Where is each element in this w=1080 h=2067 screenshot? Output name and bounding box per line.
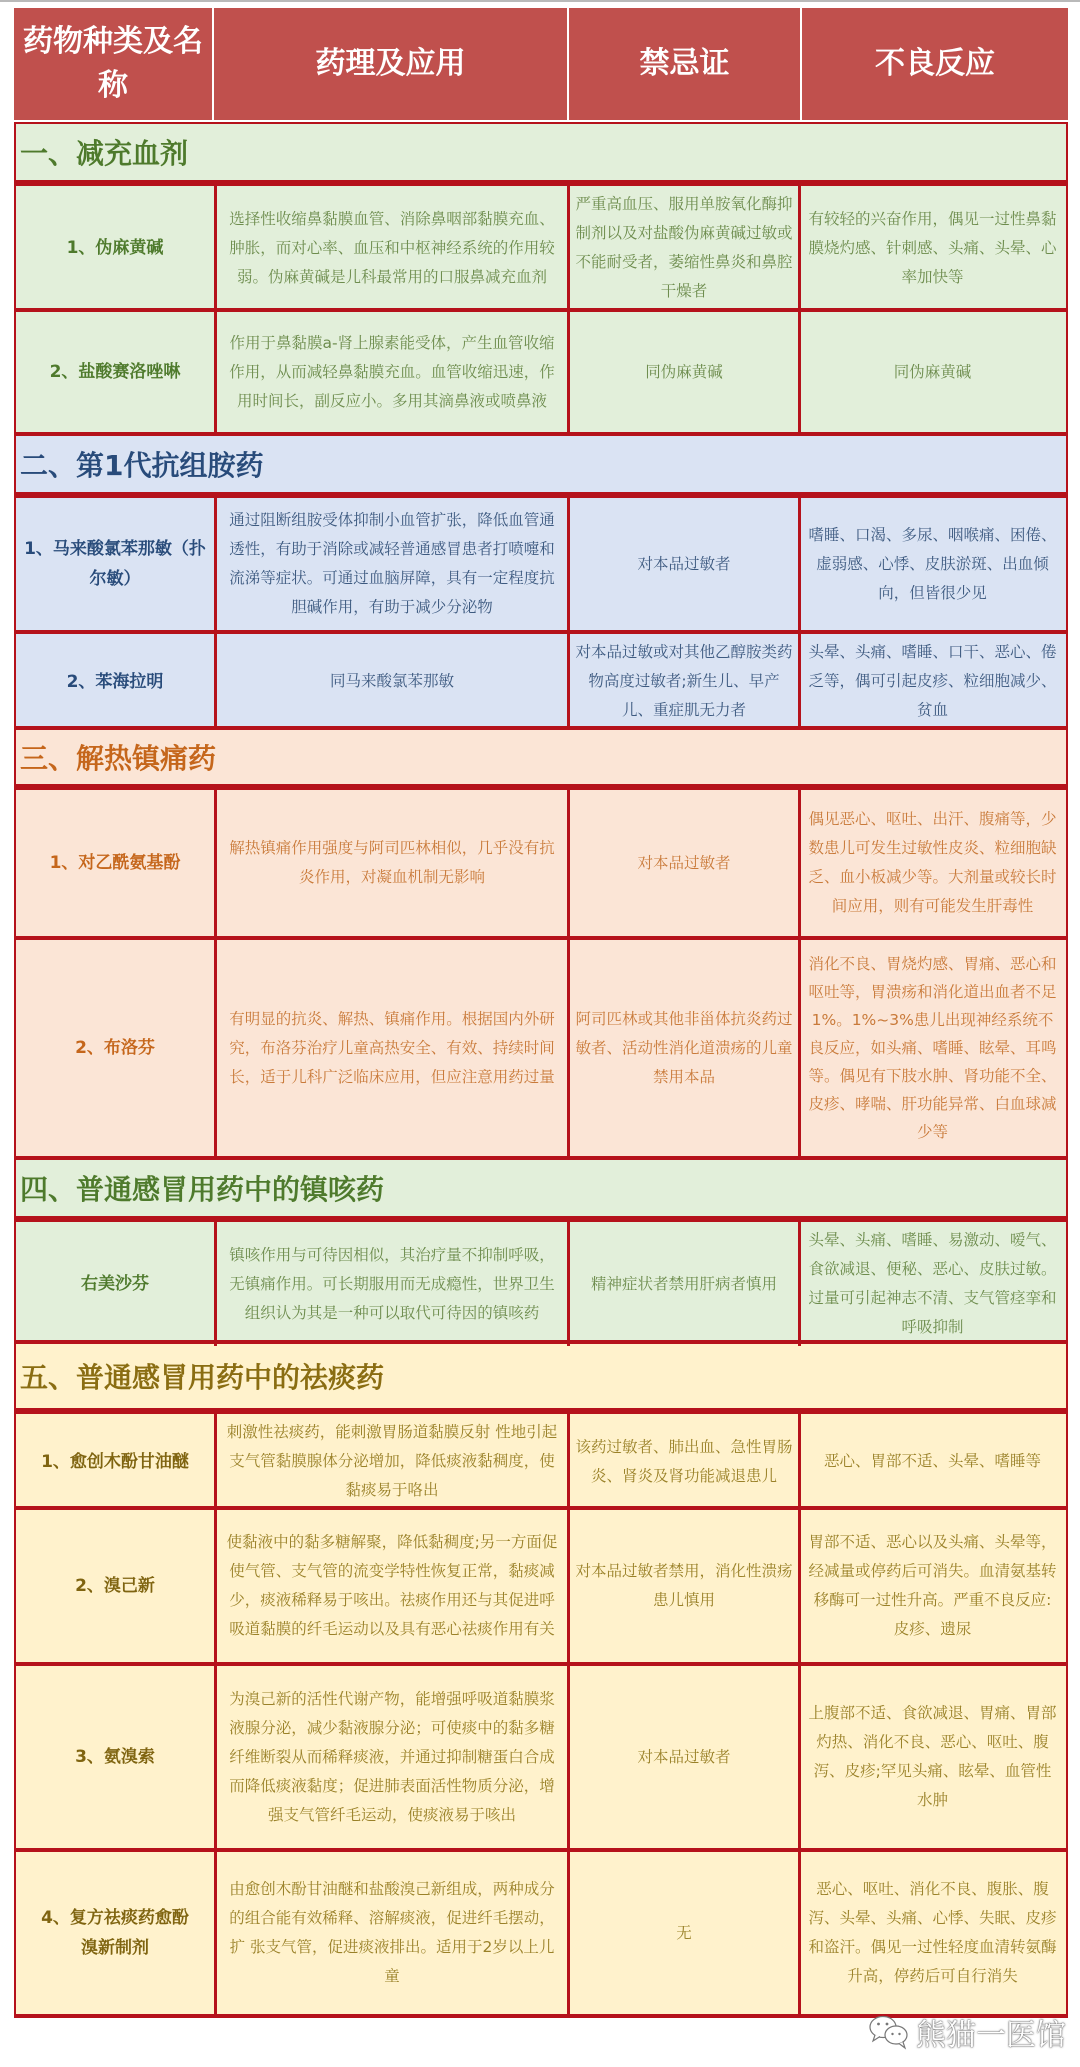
contraindications-cell: 严重高血压、服用单胺氧化酶抑制剂以及对盐酸伪麻黄碱过敏或不能耐受者，萎缩性鼻炎和鼻腔干燥者 xyxy=(567,186,798,310)
pharmacology-cell: 为溴己新的活性代谢产物，能增强呼吸道黏膜浆液腺分泌，减少黏液腺分泌；可使痰中的黏多糖 纤维断裂从而稀释痰液，并通过抑制糖蛋白合成 而降低痰液黏度；促进肺表面活性物质分泌，增 强支气管纤毛运动，使痰液易于咳出 xyxy=(214,1666,567,1848)
adverse-reactions-cell: 同伪麻黄碱 xyxy=(798,312,1064,432)
watermark xyxy=(868,2010,1066,2054)
adverse-reactions-cell: 嗜睡、口渴、多尿、咽喉痛、困倦、虚弱感、心悸、皮肤淤斑、出血倾向，但皆很少见 xyxy=(798,498,1064,630)
adverse-reactions-cell: 恶心、胃部不适、头晕、嗜睡等 xyxy=(798,1414,1064,1509)
table-row xyxy=(14,494,1068,634)
table-row xyxy=(14,634,1068,730)
drug-name: 1、愈创木酚甘油醚 xyxy=(41,1451,189,1472)
drug-name: 1、马来酸氯苯那敏（扑尔敏） xyxy=(24,539,206,589)
drug-name: 4、复方祛痰药愈酚溴新制剂 xyxy=(41,1908,189,1958)
adverse-reactions-cell: 胃部不适、恶心以及头痛、头晕等，经减量或停药后可消失。血清氨基转移酶可一过性升高。严重不良反应:皮疹、遗尿 xyxy=(798,1510,1064,1662)
contraindications-cell: 对本品过敏者禁用，消化性溃疡患儿慎用 xyxy=(567,1510,798,1662)
adverse-reactions-cell: 偶见恶心、呕吐、出汗、腹痛等，少数患儿可发生过敏性皮炎、粒细胞缺乏、血小板减少等。大剂量或较长时间应用，则有可能发生肝毒性 xyxy=(798,790,1064,936)
section-heading-antitussives: 四、普通感冒用药中的镇咳药 xyxy=(14,1160,1068,1218)
header-drug-name: 药物种类及名称 xyxy=(14,8,212,120)
pharmacology-cell: 同马来酸氯苯那敏 xyxy=(214,634,567,729)
header-adverse-reactions: 不良反应 xyxy=(802,8,1068,120)
wechat-icon xyxy=(868,2014,910,2050)
section-heading-expectorants: 五、普通感冒用药中的祛痰药 xyxy=(14,1344,1068,1410)
adverse-reactions-cell: 上腹部不适、食欲减退、胃痛、胃部灼热、消化不良、恶心、呕吐、腹泻、皮疹;罕见头痛、眩晕、血管性水肿 xyxy=(798,1666,1064,1848)
section-heading-antihistamines: 二、第1代抗组胺药 xyxy=(14,436,1068,494)
adverse-reactions-cell: 消化不良、胃烧灼感、胃痛、恶心和呕吐等，胃溃疡和消化道出血者不足1%。1%~3%患儿出现神经系统不良反应，如头痛、嗜睡、眩晕、耳鸣等。偶见有下肢水肿、肾功能不全、皮疹、哮喘、肝功能异常、白血球减少等 xyxy=(798,940,1064,1156)
adverse-reactions-cell: 有较轻的兴奋作用，偶见一过性鼻黏膜烧灼感、针刺感、头痛、头晕、心率加快等 xyxy=(798,186,1064,310)
adverse-reactions-cell: 恶心、呕吐、消化不良、腹胀、腹泻、头晕、头痛、心悸、失眠、皮疹和盗汗。偶见一过性轻度血清转氨酶升高，停药后可自行消失 xyxy=(798,1852,1064,2014)
adverse-reactions-cell: 头晕、头痛、嗜睡、口干、恶心、倦乏等，偶可引起皮疹、粒细胞减少、贫血 xyxy=(798,634,1064,729)
contraindications-cell: 对本品过敏者 xyxy=(567,1666,798,1848)
pharmacology-cell: 镇咳作用与可待因相似，其治疗量不抑制呼吸，无镇痛作用。可长期服用而无成瘾性，世界卫生组织认为其是一种可以取代可待因的镇咳药 xyxy=(214,1222,567,1346)
contraindications-cell: 对本品过敏者 xyxy=(567,498,798,630)
pharmacology-cell: 选择性收缩鼻黏膜血管、消除鼻咽部黏膜充血、肿胀，而对心率、血压和中枢神经系统的作用较弱。伪麻黄碱是儿科最常用的口服鼻减充血剂 xyxy=(214,186,567,310)
table-row xyxy=(14,182,1068,312)
drug-name: 右美沙芬 xyxy=(81,1274,149,1294)
drug-name: 1、对乙酰氨基酚 xyxy=(49,853,181,873)
contraindications-cell: 无 xyxy=(567,1852,798,2014)
contraindications-cell: 对本品过敏者 xyxy=(567,790,798,936)
drug-table xyxy=(14,8,1068,2018)
header-contraindications: 禁忌证 xyxy=(569,8,800,120)
table-row xyxy=(14,1510,1068,1666)
table-row xyxy=(14,1666,1068,1852)
contraindications-cell: 同伪麻黄碱 xyxy=(567,312,798,432)
pharmacology-cell: 解热镇痛作用强度与阿司匹林相似，几乎没有抗炎作用，对凝血机制无影响 xyxy=(214,790,567,936)
pharmacology-cell: 作用于鼻黏膜a-肾上腺素能受体，产生血管收缩作用，从而减轻鼻黏膜充血。血管收缩迅速，作用时间长，副反应小。多用其滴鼻液或喷鼻液 xyxy=(214,312,567,432)
table-row xyxy=(14,940,1068,1160)
contraindications-cell: 该药过敏者、肺出血、急性胃肠炎、肾炎及肾功能减退患儿 xyxy=(567,1414,798,1509)
drug-name: 1、伪麻黄碱 xyxy=(66,238,164,258)
contraindications-cell: 阿司匹林或其他非甾体抗炎药过敏者、活动性消化道溃疡的儿童禁用本品 xyxy=(567,940,798,1156)
pharmacology-cell: 由愈创木酚甘油醚和盐酸溴己新组成，两种成分的组合能有效稀释、溶解痰液，促进纤毛摆动，扩 张支气管，促进痰液排出。适用于2岁以上儿童 xyxy=(214,1852,567,2014)
drug-name: 2、溴己新 xyxy=(75,1576,155,1596)
header-pharmacology: 药理及应用 xyxy=(214,8,567,120)
contraindications-cell: 对本品过敏或对其他乙醇胺类药物高度过敏者;新生儿、早产儿、重症肌无力者 xyxy=(567,634,798,729)
drug-name: 3、氨溴索 xyxy=(75,1747,155,1767)
pharmacology-cell: 刺激性祛痰药，能刺激胃肠道黏膜反射 性地引起支气管黏膜腺体分泌增加，降低痰液黏稠度，使黏痰易于咯出 xyxy=(214,1414,567,1509)
table-row xyxy=(14,1410,1068,1510)
section-heading-decongestants: 一、减充血剂 xyxy=(14,122,1068,182)
table-row xyxy=(14,1218,1068,1344)
pharmacology-cell: 通过阻断组胺受体抑制小血管扩张，降低血管通透性，有助于消除或减轻普通感冒患者打喷嚏和流涕等症状。可通过血脑屏障，具有一定程度抗胆碱作用，有助于减少分泌物 xyxy=(214,498,567,630)
table-row xyxy=(14,786,1068,940)
pharmacology-cell: 有明显的抗炎、解热、镇痛作用。根据国内外研究，布洛芬治疗儿童高热安全、有效、持续时间长，适于儿科广泛临床应用，但应注意用药过量 xyxy=(214,940,567,1156)
contraindications-cell: 精神症状者禁用肝病者慎用 xyxy=(567,1222,798,1346)
adverse-reactions-cell: 头晕、头痛、嗜睡、易激动、嗳气、食欲减退、便秘、恶心、皮肤过敏。过量可引起神志不清、支气管痉挛和呼吸抑制 xyxy=(798,1222,1064,1346)
top-divider xyxy=(0,0,1080,2)
drug-name: 2、苯海拉明 xyxy=(66,671,164,692)
drug-name: 2、盐酸赛洛唑啉 xyxy=(49,362,181,382)
watermark-text: 熊猫一医馆 xyxy=(916,2018,1066,2053)
table-row xyxy=(14,312,1068,436)
table-row xyxy=(14,1852,1068,2018)
pharmacology-cell: 使黏液中的黏多糖解聚，降低黏稠度;另一方面促使气管、支气管的流变学特性恢复正常，黏痰减 少，痰液稀释易于咳出。祛痰作用还与其促进呼 吸道黏膜的纤毛运动以及具有恶心祛痰作用有关 xyxy=(214,1510,567,1662)
table-header xyxy=(14,8,1068,120)
drug-name: 2、布洛芬 xyxy=(75,1038,155,1058)
section-heading-antipyretics: 三、解热镇痛药 xyxy=(14,730,1068,786)
